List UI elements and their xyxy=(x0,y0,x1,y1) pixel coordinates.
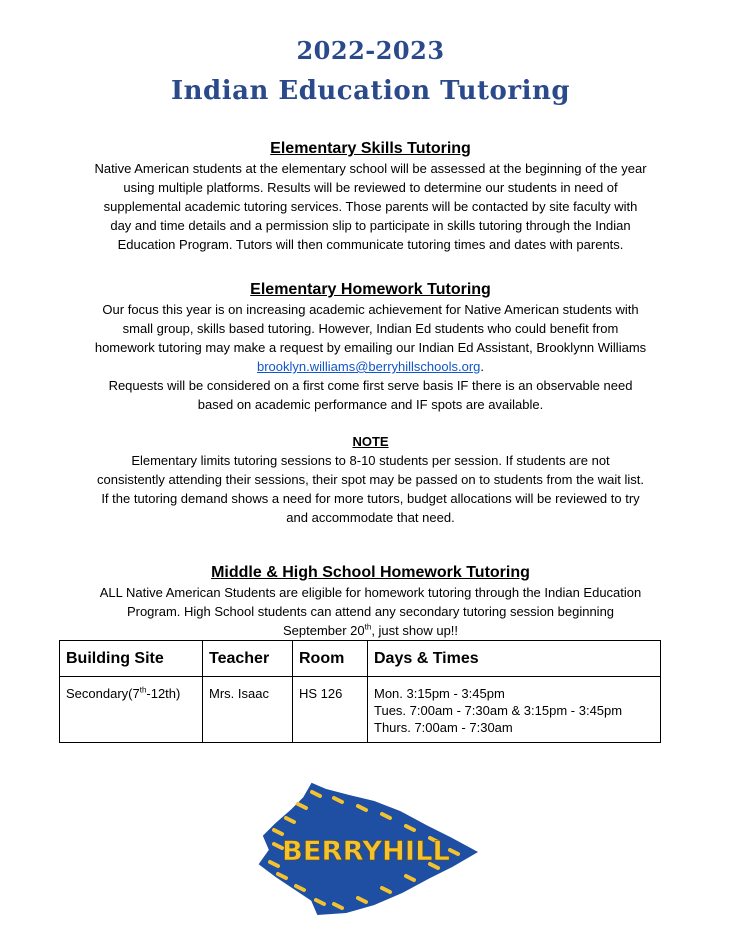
middle-high-line: Program. High School students can attend any secondary tutoring session beginning xyxy=(126,604,615,619)
table-row xyxy=(60,677,661,743)
middle-high-heading: Middle & High School Homework Tutoring xyxy=(211,564,530,581)
homework-line: based on academic performance and IF spots are available. xyxy=(197,397,544,412)
note-line: and accommodate that need. xyxy=(286,510,455,525)
middle-high-section xyxy=(60,563,681,640)
skills-line: supplemental academic tutoring services. Those parents will be contacted by site faculty with xyxy=(103,199,638,214)
skills-line: Education Program. Tutors will then communicate tutoring times and dates with parents. xyxy=(117,237,624,252)
page-title: Indian Education Tutoring xyxy=(170,76,571,106)
homework-line: Requests will be considered on a first come first serve basis IF there is an observable need xyxy=(108,378,633,393)
start-date-text: September 20 xyxy=(282,623,365,638)
column-header: Building Site xyxy=(60,641,203,677)
note-line: If the tutoring demand shows a need for more tutors, budget allocations will be reviewed to try xyxy=(101,491,640,506)
time-line: Tues. 7:00am - 7:30am & 3:15pm - 3:45pm xyxy=(374,703,623,718)
column-header: Room xyxy=(293,641,368,677)
homework-line: small group, skills based tutoring. However, Indian Ed students who could benefit from xyxy=(122,321,619,336)
column-header: Days & Times xyxy=(368,641,661,677)
building-site-cell xyxy=(60,677,203,743)
note-section xyxy=(60,432,681,527)
column-header: Teacher xyxy=(203,641,293,677)
skills-line: using multiple platforms. Results will be reviewed to determine our students in need of xyxy=(123,180,618,195)
room-cell: HS 126 xyxy=(293,677,368,743)
site-text-end: -12th) xyxy=(146,686,181,701)
email-link[interactable]: brooklyn.williams@berryhillschools.org xyxy=(256,359,481,374)
site-text: Secondary(7 xyxy=(66,686,140,701)
homework-line: homework tutoring may make a request by emailing our Indian Ed Assistant, Brooklynn Williams xyxy=(94,340,647,355)
middle-high-line xyxy=(60,621,681,640)
logo-text: BERRYHILL xyxy=(282,836,450,867)
note-line: Elementary limits tutoring sessions to 8-10 students per session. If students are not xyxy=(131,453,610,468)
skills-line: day and time details and a permission slip to participate in skills tutoring through the Indian xyxy=(110,218,631,233)
note-line: consistently attending their sessions, their spot may be passed on to students from the wait list. xyxy=(96,472,644,487)
skills-line: Native American students at the elementary school will be assessed at the beginning of the year xyxy=(94,161,647,176)
start-date-suffix: , just show up!! xyxy=(371,623,459,638)
time-line: Thurs. 7:00am - 7:30am xyxy=(374,720,513,735)
year-heading: 2022-2023 xyxy=(296,36,445,65)
skills-section xyxy=(60,139,681,254)
start-date-ordinal: th xyxy=(364,622,372,632)
table-header-row xyxy=(60,641,661,677)
homework-heading: Elementary Homework Tutoring xyxy=(250,281,491,298)
middle-high-line: ALL Native American Students are eligible for homework tutoring through the Indian Education xyxy=(99,585,642,600)
note-heading: NOTE xyxy=(352,434,389,449)
time-line: Mon. 3:15pm - 3:45pm xyxy=(374,686,505,701)
site-ordinal: th xyxy=(139,685,147,695)
skills-heading: Elementary Skills Tutoring xyxy=(270,140,471,157)
email-suffix: . xyxy=(480,359,485,374)
email-line xyxy=(60,357,681,376)
homework-line: Our focus this year is on increasing academic achievement for Native American students with xyxy=(102,302,639,317)
teacher-cell: Mrs. Isaac xyxy=(203,677,293,743)
days-times-cell xyxy=(368,677,661,743)
tutoring-schedule-table xyxy=(59,640,661,743)
homework-section xyxy=(60,280,681,414)
berryhill-arrowhead-logo xyxy=(254,780,482,916)
